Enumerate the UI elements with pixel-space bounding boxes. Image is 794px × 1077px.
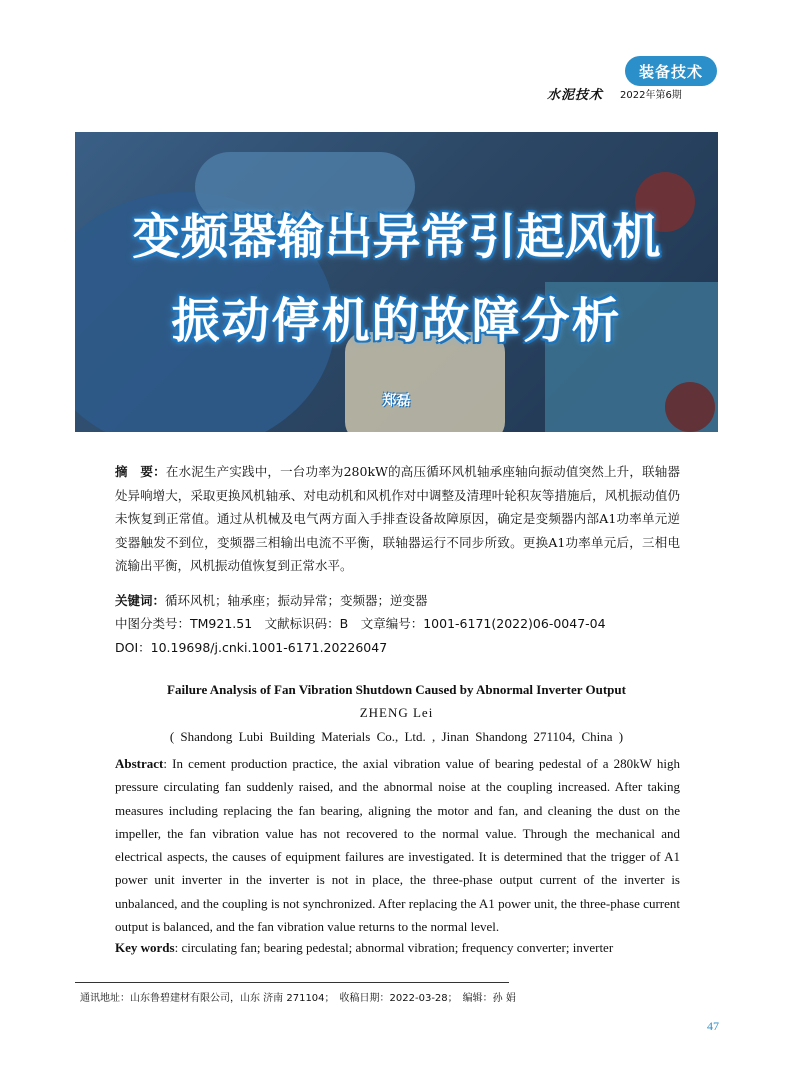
- en-keywords: [115, 940, 680, 956]
- article-title-line-2: 振动停机的故障分析: [171, 293, 622, 349]
- cn-classification: 中图分类号：TM921.51 文献标识码：B 文章编号：1001-6171(2022)06-0047-04: [115, 616, 606, 631]
- cn-doi: DOI：10.19698/j.cnki.1001-6171.20226047: [115, 640, 388, 655]
- en-abstract-text: : In cement production practice, the axial vibration value of bearing pedestal of a 280kW high pressure circulating fan suddenly raised, and the abnormal noise at the coupling increased. After taking measures including replacing the fan bearing, aligning the motor and fan, and cleaning the dust on the impeller, the fan vibration value has not recovered to the normal value. Through the mechanical and electrical aspects, the causes of equipment failures are investigated. It is determined that the trigger of A1 power unit inverter in the inverter is not in place, the three-phase output current of the inverter is unbalanced, and the coupling is not synchronized. After replacing the A1 power unit, the three-phase current output is balanced, and the fan vibration value returns to the normal level.: [115, 756, 680, 935]
- section-badge: 装备技术: [625, 56, 717, 86]
- issue-label: 2022年第6期: [620, 90, 682, 101]
- en-abstract: [115, 752, 680, 938]
- footnote-divider: [75, 982, 509, 983]
- cn-keywords: [115, 589, 680, 613]
- hero-author: 郑磊: [382, 393, 411, 409]
- cn-keywords-label: 关键词：: [115, 593, 166, 608]
- cn-abstract-label: 摘 要：: [115, 464, 166, 479]
- page-number: 47: [707, 1019, 719, 1033]
- cn-abstract-text: 在水泥生产实践中，一台功率为280kW的高压循环风机轴承座轴向振动值突然上升，联轴器处异响增大，采取更换风机轴承、对电动机和风机作对中调整及清理叶轮积灰等措施后，风机振动值仍未恢复到正常值。通过从机械及电气两方面入手排查设备故障原因，确定是变频器内部A1功率单元逆变器触发不到位，变频器三相输出电流不平衡，联轴器运行不同步所致。更换A1功率单元后，三相电流输出平衡，风机振动值恢复到正常水平。: [115, 464, 680, 573]
- cn-abstract: [115, 460, 680, 578]
- en-keywords-text: : circulating fan; bearing pedestal; abnormal vibration; frequency converter; inverter: [174, 940, 614, 955]
- en-abstract-label: Abstract: [115, 756, 164, 771]
- hero-image: [75, 132, 718, 432]
- footnote: 通讯地址：山东鲁碧建材有限公司，山东 济南 271104； 收稿日期：2022-03-28； 编辑：孙 娟: [80, 993, 516, 1004]
- cn-keywords-text: 循环风机；轴承座；振动异常；变频器；逆变器: [165, 593, 428, 608]
- en-affiliation: ( Shandong Lubi Building Materials Co., Ltd. , Jinan Shandong 271104, China ): [169, 729, 624, 744]
- article-title-line-1: 变频器输出异常引起风机: [132, 209, 661, 265]
- en-author: ZHENG Lei: [359, 705, 434, 720]
- en-title: Failure Analysis of Fan Vibration Shutdown Caused by Abnormal Inverter Output: [167, 682, 626, 697]
- en-keywords-label: Key words: [115, 940, 175, 955]
- journal-name: 水泥技术: [547, 88, 604, 103]
